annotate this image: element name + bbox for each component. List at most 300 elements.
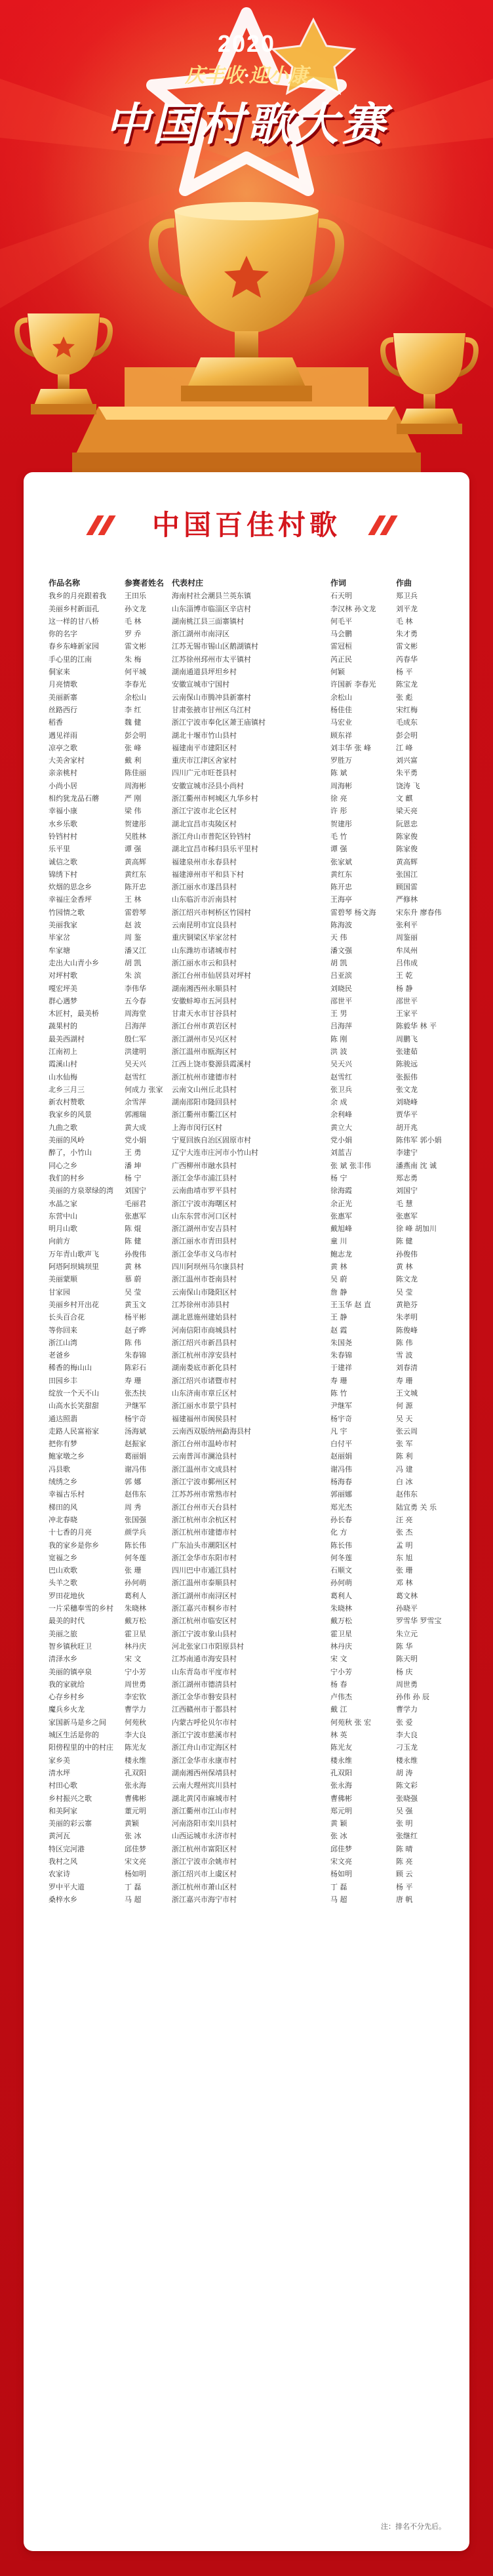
cell-contestant: 霍卫星 bbox=[125, 1629, 146, 1638]
cell-contestant: 刘国宁 bbox=[125, 1186, 146, 1196]
cell-lyricist: 吴 蔚 bbox=[330, 1275, 347, 1284]
table-row bbox=[49, 830, 448, 843]
table-row bbox=[49, 868, 448, 881]
headline: 中国村歌大赛 bbox=[104, 99, 388, 151]
cell-contestant: 五今春 bbox=[125, 996, 146, 1005]
cell-lyricist: 陈光友 bbox=[330, 1743, 352, 1752]
cell-contestant: 陈开忠 bbox=[125, 883, 146, 892]
cell-contestant: 李春光 bbox=[125, 680, 146, 689]
slogan-right: 迎小康 bbox=[248, 65, 308, 87]
table-row bbox=[49, 1260, 448, 1273]
table-row bbox=[49, 590, 448, 602]
table-row bbox=[49, 1337, 448, 1349]
table-row bbox=[49, 729, 448, 742]
cell-village: 江苏南通市海安县村 bbox=[172, 1655, 237, 1664]
cell-contestant: 赵 波 bbox=[125, 921, 142, 930]
cell-village: 重庆市江津区舍家村 bbox=[172, 756, 237, 765]
cell-composer: 陈文彩 bbox=[396, 1781, 418, 1790]
cell-contestant: 陈 焜 bbox=[125, 1224, 142, 1234]
table-row bbox=[49, 1146, 448, 1159]
cell-song-title: 蔬果村的 bbox=[49, 1022, 77, 1031]
table-row bbox=[49, 906, 448, 919]
right-trophy-icon bbox=[380, 327, 479, 445]
table-row bbox=[49, 1413, 448, 1425]
cell-song-title: 农家诗 bbox=[49, 1870, 70, 1879]
cell-song-title: 醉了，小竹山 bbox=[49, 1148, 92, 1157]
cell-contestant: 慕 蔚 bbox=[125, 1275, 142, 1284]
cell-lyricist: 贺建彤 bbox=[330, 819, 352, 828]
cell-village: 浙江金华市东阳市村 bbox=[172, 1553, 237, 1562]
cell-village: 福建福州市闽侯县村 bbox=[172, 1414, 237, 1423]
table-row bbox=[49, 1235, 448, 1247]
cell-contestant: 黄高辉 bbox=[125, 857, 146, 866]
cell-lyricist: 杨 宁 bbox=[330, 1173, 347, 1182]
cell-village: 江苏苏州市常熟市村 bbox=[172, 1490, 237, 1499]
cell-village: 浙江台州市温岭市村 bbox=[172, 1439, 237, 1449]
cell-lyricist: 顾东祥 bbox=[330, 731, 352, 740]
cell-composer: 杨 静 bbox=[396, 984, 413, 993]
cell-composer: 陈 利 bbox=[396, 1452, 413, 1461]
cell-village: 山东潍坊市诸城市村 bbox=[172, 946, 237, 955]
cell-lyricist: 刘晓民 bbox=[330, 984, 352, 993]
table-row bbox=[49, 603, 448, 615]
cell-composer: 张 杰 bbox=[396, 1528, 413, 1537]
cell-song-title: 美丽的方泉翠绿的湾 bbox=[49, 1186, 113, 1196]
cell-lyricist: 张 斌 张丰伟 bbox=[330, 1161, 371, 1170]
cell-composer: 吕伟成 bbox=[396, 958, 418, 967]
cell-composer: 郑志勇 bbox=[396, 1173, 418, 1182]
header-contestant: 参赛者姓名 bbox=[125, 578, 165, 588]
cell-contestant: 潘又江 bbox=[125, 946, 146, 955]
cell-contestant: 王 勇 bbox=[125, 1148, 142, 1157]
cell-song-title: 绒绣之乡 bbox=[49, 1478, 77, 1487]
cell-lyricist: 宋文亮 bbox=[330, 1857, 352, 1866]
cell-lyricist: 宁小芳 bbox=[330, 1667, 352, 1676]
cell-composer: 胡 涛 bbox=[396, 1768, 413, 1777]
table-row bbox=[49, 1666, 448, 1678]
cell-lyricist: 郑光杰 bbox=[330, 1502, 352, 1512]
cell-composer: 周世勇 bbox=[396, 1680, 418, 1689]
cell-composer: 阮恩忠 bbox=[396, 819, 418, 828]
cell-composer: 严修林 bbox=[396, 895, 418, 904]
cell-village: 浙江温州市文成县村 bbox=[172, 1464, 237, 1474]
cell-contestant: 颜学兵 bbox=[125, 1528, 146, 1537]
cell-lyricist: 葛利人 bbox=[330, 1591, 352, 1600]
cell-composer: 毛成东 bbox=[396, 718, 418, 727]
cell-village: 浙江湖州市南浔区村 bbox=[172, 1591, 237, 1600]
cell-lyricist: 徐海霞 bbox=[330, 1186, 352, 1196]
cell-song-title: 把你有梦 bbox=[49, 1439, 77, 1449]
cell-composer: 刘春清 bbox=[396, 1363, 418, 1373]
cell-composer: 孙俊伟 bbox=[396, 1249, 418, 1258]
cell-song-title: 老爸乡 bbox=[49, 1351, 70, 1360]
cell-village: 山东东营市河口区村 bbox=[172, 1211, 237, 1220]
cell-contestant: 周 秀 bbox=[125, 1502, 142, 1512]
cell-song-title: 阳傍程里的中的村庄 bbox=[49, 1743, 113, 1752]
cell-song-title: 宽福之乡 bbox=[49, 1553, 77, 1562]
cell-village: 浙江杭州市临安区村 bbox=[172, 1617, 237, 1626]
table-row bbox=[49, 1564, 448, 1577]
table-row bbox=[49, 640, 448, 653]
cell-contestant: 彭会明 bbox=[125, 731, 146, 740]
cell-composer: 杨 庆 bbox=[396, 1667, 413, 1676]
cell-song-title: 铃铛村村 bbox=[49, 832, 77, 841]
cell-village: 湖南邵阳市隆回县村 bbox=[172, 1098, 237, 1107]
cell-lyricist: 刘蓝吉 bbox=[330, 1148, 352, 1157]
cell-composer: 吴 强 bbox=[396, 1806, 413, 1815]
cell-contestant: 孔双阳 bbox=[125, 1768, 146, 1777]
cell-song-title: 最美西湖村 bbox=[49, 1034, 85, 1043]
cell-contestant: 孙俊伟 bbox=[125, 1249, 146, 1258]
table-row bbox=[49, 1881, 448, 1893]
cell-song-title: 我家乡的风景 bbox=[49, 1110, 92, 1119]
cell-contestant: 戴万松 bbox=[125, 1617, 146, 1626]
cell-song-title: 黄河瓦 bbox=[49, 1832, 70, 1841]
cell-song-title: 向前方 bbox=[49, 1237, 70, 1246]
footnote: 注：排名不分先后。 bbox=[381, 2522, 446, 2531]
cell-composer: 黄艳芬 bbox=[396, 1300, 418, 1309]
cell-village: 浙江宁波市慈溪市村 bbox=[172, 1731, 237, 1740]
cell-contestant: 曹佛彬 bbox=[125, 1794, 146, 1803]
cell-composer: 张晓强 bbox=[396, 1794, 418, 1803]
table-row bbox=[49, 1286, 448, 1298]
table-row bbox=[49, 1615, 448, 1627]
cell-lyricist: 何苑秋 张 宏 bbox=[330, 1718, 371, 1727]
cell-contestant: 张国强 bbox=[125, 1515, 146, 1524]
cell-composer: 王 乾 bbox=[396, 971, 413, 980]
cell-song-title: 最美的时代 bbox=[49, 1617, 85, 1626]
cell-contestant: 周海彬 bbox=[125, 781, 146, 790]
cell-song-title: 通达照翡 bbox=[49, 1414, 77, 1423]
cell-composer: 徐 峰 胡加川 bbox=[396, 1224, 437, 1234]
cell-lyricist: 余 成 bbox=[330, 1098, 347, 1107]
cell-contestant: 郭 娜 bbox=[125, 1478, 142, 1487]
table-row bbox=[49, 1779, 448, 1792]
cell-lyricist: 余利峰 bbox=[330, 1110, 352, 1119]
cell-composer: 张 明 bbox=[396, 1819, 413, 1828]
slogan bbox=[0, 59, 493, 88]
cell-village: 安徽宣城市泾县小尚村 bbox=[172, 781, 244, 790]
cell-composer: 毛 林 bbox=[396, 616, 413, 626]
cell-lyricist: 孙何萌 bbox=[330, 1579, 352, 1588]
cell-village: 云南曲靖市罗平县村 bbox=[172, 1186, 237, 1196]
main-trophy-icon bbox=[148, 197, 345, 407]
cell-song-title: 锦绣下村 bbox=[49, 870, 77, 879]
cell-lyricist: 杨如明 bbox=[330, 1870, 352, 1879]
cell-composer: 陈毅华 林 平 bbox=[396, 1022, 437, 1031]
table-row bbox=[49, 1463, 448, 1476]
cell-song-title: 遇见祥雨 bbox=[49, 731, 77, 740]
cell-contestant: 周海堂 bbox=[125, 1009, 146, 1018]
cell-composer: 陈 亮 bbox=[396, 1857, 413, 1866]
cell-composer: 杨 平 bbox=[396, 1882, 413, 1891]
cell-composer: 刁玉龙 bbox=[396, 1743, 418, 1752]
cell-song-title: 我们的村乡 bbox=[49, 1173, 85, 1182]
cell-contestant: 赵雪红 bbox=[125, 1072, 146, 1081]
table-row bbox=[49, 1868, 448, 1880]
cell-village: 浙江绍兴市诸暨市村 bbox=[172, 1376, 237, 1385]
cell-contestant: 丁 磊 bbox=[125, 1882, 142, 1891]
table-row bbox=[49, 1222, 448, 1235]
cell-lyricist: 陈开忠 bbox=[330, 883, 352, 892]
cell-village: 广西柳州市融水县村 bbox=[172, 1161, 237, 1170]
cell-song-title: 美丽蒙顺 bbox=[49, 1275, 77, 1284]
cell-song-title: 我的家乡是你乡 bbox=[49, 1540, 99, 1550]
table-row bbox=[49, 1640, 448, 1653]
cell-composer: 邓 林 bbox=[396, 1579, 413, 1588]
table-row bbox=[49, 919, 448, 931]
table-row bbox=[49, 944, 448, 957]
cell-village: 海南村社会潮县兰英东镇 bbox=[172, 592, 251, 601]
table-row bbox=[49, 818, 448, 830]
table-row bbox=[49, 792, 448, 805]
cell-song-title: 和美阿家 bbox=[49, 1806, 77, 1815]
cell-contestant: 谭 强 bbox=[125, 845, 142, 854]
cell-lyricist: 鲍志龙 bbox=[330, 1249, 352, 1258]
cell-lyricist: 胡 凯 bbox=[330, 958, 347, 967]
table-row bbox=[49, 1488, 448, 1500]
cell-village: 河北张家口市阳原县村 bbox=[172, 1641, 244, 1651]
cell-lyricist: 陈海波 bbox=[330, 921, 352, 930]
cell-lyricist: 王 男 bbox=[330, 1009, 347, 1018]
cell-song-title: 小尚小居 bbox=[49, 781, 77, 790]
cell-composer: 陈 晴 bbox=[396, 1844, 413, 1853]
cell-song-title: 浙江山湾 bbox=[49, 1338, 77, 1347]
cell-lyricist: 杨宇奇 bbox=[330, 1414, 352, 1423]
cell-village: 浙江台州市仙居县对坪村 bbox=[172, 971, 251, 980]
cell-village: 湖北恩施州建始县村 bbox=[172, 1313, 237, 1322]
table-row bbox=[49, 628, 448, 640]
table-row bbox=[49, 1058, 448, 1070]
table-row bbox=[49, 843, 448, 855]
cell-lyricist: 朱春锦 bbox=[330, 1351, 352, 1360]
cell-contestant: 周 鉴 bbox=[125, 933, 142, 942]
cell-composer: 陈天明 bbox=[396, 1655, 418, 1664]
cell-village: 浙江绍兴市柯桥区竹园村 bbox=[172, 908, 251, 917]
cell-lyricist: 曹佛彬 bbox=[330, 1794, 352, 1803]
cell-composer: 顾 云 bbox=[396, 1870, 413, 1879]
table-row bbox=[49, 1071, 448, 1083]
cell-contestant: 谢冯伟 bbox=[125, 1464, 146, 1474]
cell-village: 浙江嘉兴市海宁市村 bbox=[172, 1895, 237, 1904]
cell-contestant: 陈长伟 bbox=[125, 1540, 146, 1550]
table-row bbox=[49, 995, 448, 1007]
cell-song-title: 幸福庄金香坪 bbox=[49, 895, 92, 904]
cell-contestant: 梁 伟 bbox=[125, 807, 142, 816]
cell-contestant: 吴胜林 bbox=[125, 832, 146, 841]
cell-lyricist: 天 伟 bbox=[330, 933, 347, 942]
cell-contestant: 陈佳丽 bbox=[125, 769, 146, 778]
table-row bbox=[49, 1361, 448, 1374]
table-row bbox=[49, 742, 448, 754]
cell-contestant: 杨 宁 bbox=[125, 1173, 142, 1182]
cell-composer: 张国江 bbox=[396, 870, 418, 879]
cell-contestant: 吕海萍 bbox=[125, 1022, 146, 1031]
cell-lyricist: 赵丽娟 bbox=[330, 1452, 352, 1461]
cell-village: 云南保山市腾冲县新寨村 bbox=[172, 693, 251, 702]
cell-lyricist: 杨海春 bbox=[330, 1478, 352, 1487]
cell-composer: 陈家俊 bbox=[396, 832, 418, 841]
cell-song-title: 万年青山歌声飞 bbox=[49, 1249, 99, 1258]
cell-composer: 孙伟 孙 辰 bbox=[396, 1693, 429, 1702]
cell-lyricist: 徐 亮 bbox=[330, 794, 347, 803]
table-row bbox=[49, 1653, 448, 1665]
cell-song-title: 特区完河港 bbox=[49, 1844, 85, 1853]
cell-lyricist: 孔双阳 bbox=[330, 1768, 352, 1777]
cell-lyricist: 吴天兴 bbox=[330, 1060, 352, 1069]
cell-song-title: 桑梓水乡 bbox=[49, 1895, 77, 1904]
cell-village: 云南保山市隆阳区村 bbox=[172, 1287, 237, 1297]
cell-song-title: 丝路西行 bbox=[49, 705, 77, 714]
cell-song-title: 心存乡村乡 bbox=[49, 1693, 85, 1702]
cell-village: 云南文山州丘北县村 bbox=[172, 1085, 237, 1094]
cell-lyricist: 罗胜万 bbox=[330, 756, 352, 765]
cell-village: 湖北宜昌市秭归县乐平里村 bbox=[172, 845, 258, 854]
cell-lyricist: 石顺文 bbox=[330, 1566, 352, 1575]
cell-contestant: 葛利人 bbox=[125, 1591, 146, 1600]
cell-village: 云南西双版纳州勐海县村 bbox=[172, 1426, 251, 1436]
cell-composer: 刘平龙 bbox=[396, 604, 418, 613]
cell-lyricist: 陈 刚 bbox=[330, 1034, 347, 1043]
cell-contestant: 吴 莹 bbox=[125, 1287, 142, 1297]
cell-composer: 雪 波 bbox=[396, 1351, 413, 1360]
cell-lyricist: 黄 颖 bbox=[330, 1819, 347, 1828]
cell-village: 四川巴中市通江县村 bbox=[172, 1566, 237, 1575]
cell-composer: 顾国雷 bbox=[396, 883, 418, 892]
cell-song-title: 侗家来 bbox=[49, 668, 70, 677]
cell-village: 内蒙古呼伦贝尔市村 bbox=[172, 1718, 237, 1727]
cell-lyricist: 张 冰 bbox=[330, 1832, 347, 1841]
cell-lyricist: 詹 静 bbox=[330, 1287, 347, 1297]
cell-composer: 何 源 bbox=[396, 1401, 413, 1411]
cell-lyricist: 刘丰华 张 峰 bbox=[330, 743, 371, 752]
cell-song-title: 毕家岔 bbox=[49, 933, 70, 942]
table-row bbox=[49, 1741, 448, 1754]
cell-lyricist: 马宏业 bbox=[330, 718, 352, 727]
cell-composer: 胡开兆 bbox=[396, 1123, 418, 1132]
table-row bbox=[49, 1425, 448, 1438]
table-row bbox=[49, 1083, 448, 1096]
cell-contestant: 王 林 bbox=[125, 895, 142, 904]
cell-composer: 张振伟 bbox=[396, 1072, 418, 1081]
cell-composer: 孙晓平 bbox=[396, 1604, 418, 1613]
cell-village: 浙江宁波市海曙区村 bbox=[172, 1199, 237, 1208]
cell-song-title: 新农村赞歌 bbox=[49, 1098, 85, 1107]
cell-composer: 雷文彬 bbox=[396, 642, 418, 651]
cell-lyricist: 白付平 bbox=[330, 1439, 352, 1449]
cell-contestant: 贺建彤 bbox=[125, 819, 146, 828]
cell-song-title: 家国新马是乡之间 bbox=[49, 1718, 106, 1727]
table-row bbox=[49, 805, 448, 817]
cell-contestant: 余雪萍 bbox=[125, 1098, 146, 1107]
cell-song-title: 幸福小康 bbox=[49, 807, 77, 816]
cell-village: 浙江绍兴市新昌县村 bbox=[172, 1338, 237, 1347]
cell-song-title: 月亮情歌 bbox=[49, 680, 77, 689]
slogan-separator: · bbox=[244, 65, 249, 87]
cell-village: 福建南平市建阳区村 bbox=[172, 743, 237, 752]
cell-contestant: 何成力 张家 bbox=[125, 1085, 163, 1094]
cell-contestant: 宁小芳 bbox=[125, 1667, 146, 1676]
table-row bbox=[49, 1843, 448, 1855]
cell-composer: 陆宜勇 关 乐 bbox=[396, 1502, 437, 1512]
song-table bbox=[49, 577, 448, 1906]
cell-composer: 梁天亮 bbox=[396, 807, 418, 816]
cell-song-title: 美丽的风岭 bbox=[49, 1136, 85, 1145]
table-row bbox=[49, 1210, 448, 1222]
cell-composer: 吴 莹 bbox=[396, 1287, 413, 1297]
table-row bbox=[49, 615, 448, 628]
cell-lyricist: 谭 强 bbox=[330, 845, 347, 854]
cell-composer: 朱立元 bbox=[396, 1629, 418, 1638]
cell-village: 浙江金华市浦江县村 bbox=[172, 1173, 237, 1182]
cell-song-title: 美丽乡村开出花 bbox=[49, 1300, 99, 1309]
cell-lyricist: 李汉林 孙文龙 bbox=[330, 604, 376, 613]
cell-song-title: 家乡美 bbox=[49, 1756, 70, 1765]
cell-lyricist: 何冬莲 bbox=[330, 1553, 352, 1562]
cell-contestant: 赵振家 bbox=[125, 1439, 146, 1449]
cell-composer: 罗雪华 罗雪宝 bbox=[396, 1617, 442, 1626]
list-card bbox=[24, 472, 469, 2551]
cell-song-title: 牟家塘 bbox=[49, 946, 70, 955]
cell-song-title: 我的家就给 bbox=[49, 1680, 85, 1689]
cell-song-title: 你的名字 bbox=[49, 630, 77, 639]
table-row bbox=[49, 780, 448, 792]
cell-composer: 陈俊峰 bbox=[396, 1325, 418, 1335]
table-row bbox=[49, 1387, 448, 1399]
cell-contestant: 黄大成 bbox=[125, 1123, 146, 1132]
cell-lyricist: 芮正民 bbox=[330, 654, 352, 664]
table-row bbox=[49, 666, 448, 678]
cell-lyricist: 寿 珊 bbox=[330, 1376, 347, 1385]
table-row bbox=[49, 678, 448, 691]
table-row bbox=[49, 1349, 448, 1361]
cell-contestant: 王田乐 bbox=[125, 592, 146, 601]
cell-village: 浙江丽水市云和县村 bbox=[172, 958, 237, 967]
cell-song-title: 山水仙梅 bbox=[49, 1072, 77, 1081]
cell-lyricist: 王 静 bbox=[330, 1313, 347, 1322]
cell-lyricist: 陈 竹 bbox=[330, 1389, 347, 1398]
cell-song-title: 相约犹龙品石蘑 bbox=[49, 794, 99, 803]
cell-village: 福建泉州市永春县村 bbox=[172, 857, 237, 866]
cell-composer: 彭会明 bbox=[396, 731, 418, 740]
cell-village: 浙江丽水市青田县村 bbox=[172, 1237, 237, 1246]
cell-village: 湖南湘西州保靖县村 bbox=[172, 1768, 237, 1777]
table-row bbox=[49, 982, 448, 995]
cell-lyricist: 潘文强 bbox=[330, 946, 352, 955]
cell-contestant: 李宏钦 bbox=[125, 1693, 146, 1702]
cell-contestant: 赵子晔 bbox=[125, 1325, 146, 1335]
cell-composer: 汪 亮 bbox=[396, 1515, 413, 1524]
cell-lyricist: 党小娟 bbox=[330, 1136, 352, 1145]
cell-lyricist: 马会鹏 bbox=[330, 630, 352, 639]
cell-contestant: 张惠军 bbox=[125, 1211, 146, 1220]
cell-lyricist: 张永海 bbox=[330, 1781, 352, 1790]
table-row bbox=[49, 1324, 448, 1337]
table-row bbox=[49, 1628, 448, 1640]
table-row bbox=[49, 1450, 448, 1462]
cell-composer: 陈家俊 bbox=[396, 845, 418, 854]
cell-contestant: 葛丽娟 bbox=[125, 1452, 146, 1461]
cell-village: 浙江杭州市富阳区村 bbox=[172, 1844, 237, 1853]
cell-composer: 张 珊 bbox=[396, 1566, 413, 1575]
cell-composer: 张惠军 bbox=[396, 1211, 418, 1220]
cell-contestant: 党小娟 bbox=[125, 1136, 146, 1145]
cell-lyricist: 吕亚滨 bbox=[330, 971, 352, 980]
cell-village: 山东临沂市沂南县村 bbox=[172, 895, 237, 904]
cell-composer: 陈文龙 bbox=[396, 1275, 418, 1284]
cell-lyricist: 戴 江 bbox=[330, 1705, 347, 1714]
cell-song-title: 东营中山 bbox=[49, 1211, 77, 1220]
